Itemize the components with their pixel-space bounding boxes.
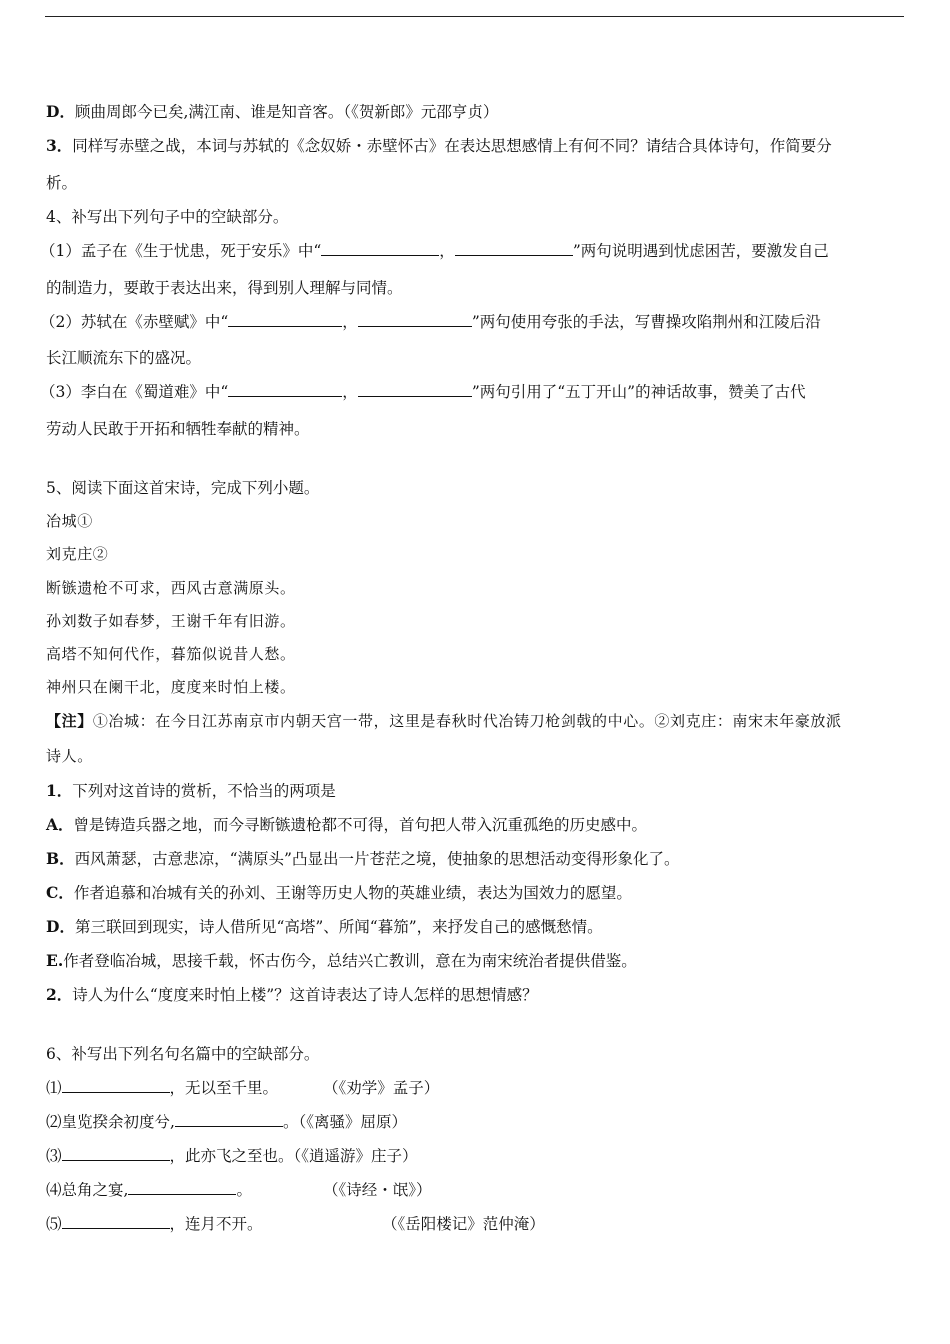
poem-note-cont: 诗人。 <box>46 747 93 765</box>
item-text: （3）李白在《蜀道难》中“ <box>40 383 229 401</box>
poem-line: 断镞遗枪不可求，西风古意满原头。 <box>46 579 296 597</box>
question-number: 3． <box>46 136 73 155</box>
poem-line: 神州只在阑干北，度度来时怕上楼。 <box>46 678 296 696</box>
option-text: 第三联回到现实，诗人借所见“高塔”、所闻“暮笳”，来抒发自己的感慨愁情。 <box>74 918 603 936</box>
q4-item-2 <box>40 312 821 332</box>
poem-note <box>46 711 842 731</box>
item-number: ⑵ <box>46 1113 62 1131</box>
item-number: ⑸ <box>46 1215 62 1233</box>
item-source: （《诗经・氓》） <box>323 1181 432 1199</box>
q6-item-3 <box>46 1146 418 1166</box>
item-number: ⑶ <box>46 1147 62 1165</box>
option-label: E. <box>46 951 64 970</box>
poem-line: 孙刘数子如春梦，王谢千年有旧游。 <box>46 612 296 630</box>
q4-title: 4、补写出下列句子中的空缺部分。 <box>46 208 289 226</box>
note-label: 【注】 <box>46 712 93 730</box>
q6-item-2 <box>46 1112 407 1132</box>
q5-sub1-question <box>46 781 336 801</box>
answer-blank[interactable] <box>128 1180 236 1195</box>
item-source: （《岳阳楼记》范仲淹） <box>382 1215 545 1233</box>
q5-option-b <box>46 849 679 869</box>
q5-title: 5、阅读下面这首宋诗，完成下列小题。 <box>46 479 320 497</box>
answer-blank[interactable] <box>358 312 472 327</box>
poem-author: 刘克庄② <box>46 545 109 563</box>
option-label: B． <box>46 849 75 868</box>
q4-item-1-cont: 的制造力，要敢于表达出来，得到别人理解与同情。 <box>46 279 403 297</box>
item-text: ，无以至千里。 <box>169 1079 279 1097</box>
item-text: 。 <box>282 1113 299 1131</box>
answer-blank[interactable] <box>358 382 472 397</box>
option-text: 作者登临冶城，思接千载，怀古伤今，总结兴亡教训，意在为南宋统治者提供借鉴。 <box>63 952 637 970</box>
question-text: 同样写赤壁之战，本词与苏轼的《念奴娇・赤壁怀古》在表达思想感情上有何不同？请结合具体诗句，作简要分 <box>72 137 832 155</box>
option-text: 顾曲周郎今已矣,满江南、谁是知音客。（《贺新郎》元邵亨贞） <box>74 103 499 121</box>
item-text: ，连月不开。 <box>169 1215 263 1233</box>
option-text: 作者追慕和冶城有关的孙刘、王谢等历史人物的英雄业绩，表达为国效力的愿望。 <box>73 884 632 902</box>
option-label: A． <box>46 815 74 834</box>
item-source: （《逍遥游》庄子） <box>293 1147 418 1165</box>
q5-sub2-question <box>46 985 538 1005</box>
item-text: （1）孟子在《生于忧患，死于安乐》中“ <box>40 242 322 260</box>
option-text: 西风萧瑟，古意悲凉，“满原头”凸显出一片苍茫之境，使抽象的思想活动变得形象化了。 <box>74 850 680 868</box>
q3-line-2: 析。 <box>46 174 78 192</box>
q3-line-1 <box>46 136 832 156</box>
header-rule <box>45 16 904 17</box>
q4-item-3-cont: 劳动人民敢于开拓和牺牲奉献的精神。 <box>46 420 310 438</box>
item-text: 总角之宴, <box>61 1181 129 1199</box>
q5-option-d <box>46 917 603 937</box>
q5-option-c <box>46 883 632 903</box>
item-source: （《离骚》屈原） <box>298 1113 407 1131</box>
answer-blank[interactable] <box>321 241 439 256</box>
item-text: （2）苏轼在《赤壁赋》中“ <box>40 313 229 331</box>
q4-item-1 <box>40 241 829 261</box>
item-text: 。 <box>236 1181 252 1199</box>
poem-line: 高塔不知何代作，暮笳似说昔人愁。 <box>46 645 296 663</box>
item-text: ，此亦飞之至也。 <box>169 1147 294 1165</box>
item-number: ⑷ <box>46 1181 62 1199</box>
q6-item-5 <box>46 1214 545 1234</box>
q6-item-1 <box>46 1078 440 1098</box>
q5-option-e <box>46 951 637 971</box>
q6-item-4 <box>46 1180 432 1200</box>
q6-title: 6、补写出下列名句名篇中的空缺部分。 <box>46 1045 320 1063</box>
item-text: ， <box>439 242 455 260</box>
item-text: ， <box>342 313 358 331</box>
q4-item-3 <box>40 382 806 402</box>
answer-blank[interactable] <box>62 1078 170 1093</box>
option-label: D． <box>46 102 75 121</box>
item-text: 皇览揆余初度兮, <box>61 1113 175 1131</box>
answer-blank[interactable] <box>175 1112 283 1127</box>
answer-blank[interactable] <box>455 241 573 256</box>
item-text: ， <box>342 383 358 401</box>
answer-blank[interactable] <box>228 312 342 327</box>
question-text: 下列对这首诗的赏析，不恰当的两项是 <box>72 782 336 800</box>
item-number: ⑴ <box>46 1079 62 1097</box>
q4-item-2-cont: 长江顺流东下的盛况。 <box>46 349 202 367</box>
item-text: ”两句引用了“五丁开山”的神话故事，赞美了古代 <box>471 383 806 401</box>
option-text: 曾是铸造兵器之地，而今寻断镞遗枪都不可得，首句把人带入沉重孤绝的历史感中。 <box>73 816 648 834</box>
answer-blank[interactable] <box>62 1146 170 1161</box>
option-label: C． <box>46 883 74 902</box>
question-number: 1． <box>46 781 73 800</box>
question-text: 诗人为什么“度度来时怕上楼”？这首诗表达了诗人怎样的思想情感？ <box>72 986 538 1004</box>
item-source: （《劝学》孟子） <box>323 1079 440 1097</box>
item-text: ”两句使用夸张的手法，写曹操攻陷荆州和江陵后沿 <box>471 313 821 331</box>
item-text: ”两句说明遇到忧虑困苦，要激发自己 <box>572 242 829 260</box>
poem-title: 冶城① <box>46 512 93 530</box>
question-number: 2． <box>46 985 73 1004</box>
answer-blank[interactable] <box>62 1214 170 1229</box>
q2-option-d <box>46 102 498 122</box>
q5-option-a <box>46 815 647 835</box>
answer-blank[interactable] <box>228 382 342 397</box>
option-label: D． <box>46 917 75 936</box>
note-text: ①冶城：在今日江苏南京市内朝天宫一带，这里是春秋时代冶铸刀枪剑戟的中心。②刘克庄：南宋末年豪放派 <box>92 712 842 730</box>
